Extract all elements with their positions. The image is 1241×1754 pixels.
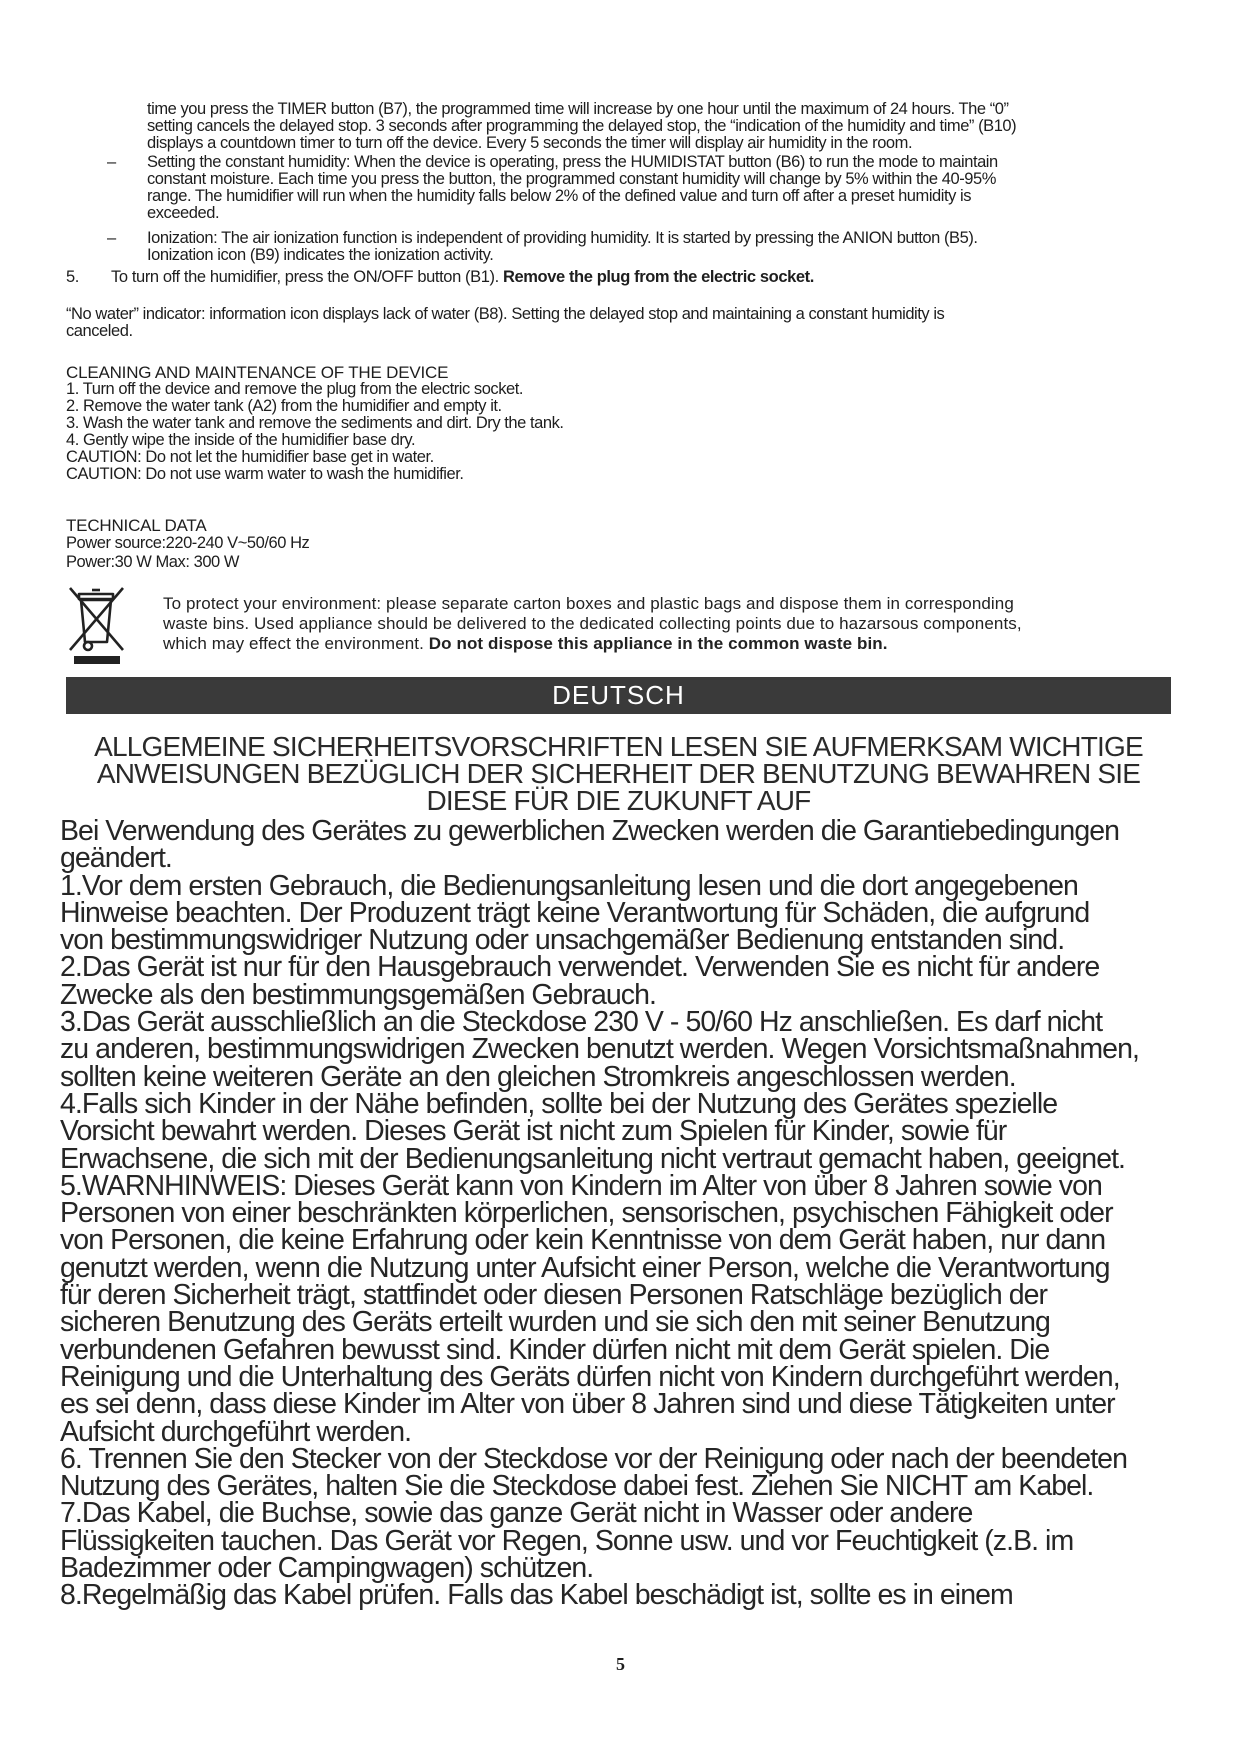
text-line: 3. Wash the water tank and remove the sediments and dirt. Dry the tank. <box>66 414 564 432</box>
text-line: Ionization icon (B9) indicates the ionization activity. <box>147 246 494 264</box>
humidity-item <box>107 153 1187 222</box>
step-number: 5. <box>66 268 79 286</box>
dash-bullet: – <box>107 153 116 171</box>
de-safety-body <box>60 815 1180 1612</box>
body-line: 7.Das Kabel, die Buchse, sowie das ganze Gerät nicht in Wasser oder andere <box>60 1497 973 1530</box>
ionization-item <box>107 229 1187 264</box>
text-line: “No water” indicator: information icon displays lack of water (B8). Setting the delayed stop and maintaining a constant humidity is <box>66 305 945 323</box>
body-line: Aufsicht durchgeführt werden. <box>60 1415 412 1448</box>
body-line: sollten keine weiteren Geräte an den gleichen Stromkreis angeschlossen werden. <box>60 1060 1016 1093</box>
body-line: Personen von einer beschränkten körperlichen, sensorischen, psychischen Fähigkeit oder <box>60 1197 1113 1230</box>
body-line: 8.Regelmäßig das Kabel prüfen. Falls das Kabel beschädigt ist, sollte es in einem <box>60 1579 1013 1612</box>
crossed-out-wheelie-bin-icon <box>66 584 128 666</box>
text-line: 1. Turn off the device and remove the plug from the electric socket. <box>66 380 524 398</box>
text-line: exceeded. <box>147 204 220 222</box>
text-line: canceled. <box>66 322 133 340</box>
text-line: waste bins. Used appliance should be delivered to the dedicated collecting points due to hazarsous components, <box>163 614 1022 633</box>
body-line: für deren Sicherheit trägt, stattfindet oder diesen Personen Ratschläge bezüglich der <box>60 1279 1048 1312</box>
body-line: Vorsicht bewahrt werden. Dieses Gerät ist nicht zum Spielen für Kinder, sowie für <box>60 1115 1007 1148</box>
title-line: ANWEISUNGEN BEZÜGLICH DER SICHERHEIT DER BENUTZUNG BEWAHREN SIE <box>96 758 1141 789</box>
body-line: Erwachsene, die sich mit der Bedienungsanleitung nicht vertraut gemacht haben, geeignet. <box>60 1142 1126 1175</box>
text-line: range. The humidifier will run when the humidity falls below 2% of the defined value and turn off after a preset humidity is <box>147 187 972 205</box>
environment-notice <box>163 594 1173 654</box>
body-line: verbundenen Gefahren bewusst sind. Kinder dürfen nicht mit dem Gerät spielen. Die <box>60 1333 1050 1366</box>
step-5 <box>66 269 1166 286</box>
text-line: – Setting the constant humidity: When the device is operating, press the HUMIDISTAT button (B6) to run the mode to maintain <box>107 153 998 171</box>
env-bold-text: Do not dispose this appliance in the common waste bin. <box>428 634 888 653</box>
body-line: zu anderen, bestimmungswidrigen Zwecken benutzt werden. Wegen Vorsichtsmaßnahmen, <box>60 1033 1139 1066</box>
body-line: Reinigung und die Unterhaltung des Geräts dürfen nicht von Kindern durchgeführt werden, <box>60 1360 1120 1393</box>
de-safety-title <box>60 733 1177 814</box>
body-line: 3.Das Gerät ausschließlich an die Steckdose 230 V - 50/60 Hz anschließen. Es darf nicht <box>60 1006 1103 1039</box>
section-heading: CLEANING AND MAINTENANCE OF THE DEVICE <box>66 363 449 382</box>
body-line: es sei denn, dass diese Kinder im Alter von über 8 Jahren sind und diese Tätigkeiten unter <box>60 1388 1115 1421</box>
step-text: To turn off the humidifier, press the ON/OFF button (B1). <box>111 268 499 286</box>
text-line: – Ionization: The air ionization function is independent of providing humidity. It is started by pressing the ANION button (B5). <box>107 229 978 247</box>
body-line: Hinweise beachten. Der Produzent trägt keine Verantwortung für Schäden, die aufgrund <box>60 896 1090 929</box>
text-line: Power:30 W Max: 300 W <box>66 553 240 571</box>
body-line: 6. Trennen Sie den Stecker von der Steckdose vor der Reinigung oder nach der beendeten <box>60 1442 1127 1475</box>
body-line: Flüssigkeiten tauchen. Das Gerät vor Regen, Sonne usw. und vor Feuchtigkeit (z.B. im <box>60 1524 1074 1557</box>
technical-section <box>66 517 666 572</box>
step-bold-text: Remove the plug from the electric socket. <box>502 268 814 286</box>
body-line: 2.Das Gerät ist nur für den Hausgebrauch verwendet. Verwenden Sie es nicht für andere <box>60 951 1100 984</box>
title-line: ALLGEMEINE SICHERHEITSVORSCHRIFTEN LESEN SIE AUFMERKSAM WICHTIGE <box>94 731 1143 762</box>
text-line: To protect your environment: please separate carton boxes and plastic bags and dispose them in corresponding <box>163 594 1014 613</box>
body-line: Bei Verwendung des Gerätes zu gewerblichen Zwecken werden die Garantiebedingungen <box>60 815 1120 847</box>
body-line: Badezimmer oder Campingwagen) schützen. <box>60 1552 594 1585</box>
language-banner: DEUTSCH <box>66 677 1171 714</box>
title-line: DIESE FÜR DIE ZUKUNFT AUF <box>426 785 811 816</box>
body-line: 4.Falls sich Kinder in der Nähe befinden, sollte bei der Nutzung des Gerätes spezielle <box>60 1087 1058 1120</box>
text-line: displays a countdown timer to turn off the device. Every 5 seconds the timer will display air humidity in the room. <box>147 134 913 152</box>
text-line: 2. Remove the water tank (A2) from the humidifier and empty it. <box>66 397 502 415</box>
text-line: time you press the TIMER button (B7), the programmed time will increase by one hour until the maximum of 24 hours. The “0” <box>147 100 1009 118</box>
body-line: von bestimmungswidriger Nutzung oder unsachgemäßer Bedienung entstanden sind. <box>60 924 1065 957</box>
text-line: Power source:220-240 V~50/60 Hz <box>66 534 310 552</box>
dash-bullet: – <box>107 229 116 247</box>
cleaning-section <box>66 364 1066 483</box>
body-line: genutzt werden, wenn die Nutzung unter Aufsicht einer Person, welche die Verantwortung <box>60 1251 1110 1284</box>
text-line: which may effect the environment. Do not dispose this appliance in the common waste bin. <box>163 634 888 653</box>
body-line: geändert. <box>60 842 172 875</box>
no-water-paragraph <box>66 306 1176 340</box>
text-line: setting cancels the delayed stop. 3 seconds after programming the delayed stop, the “indication of the humidity and time” (B10) <box>147 117 1017 135</box>
page-number: 5 <box>616 1654 625 1674</box>
body-line: Zwecke als den bestimmungsgemäßen Gebrauch. <box>60 978 656 1011</box>
text-line: CAUTION: Do not let the humidifier base get in water. <box>66 448 434 466</box>
timer-item <box>147 101 1187 152</box>
body-line: von Personen, die keine Erfahrung oder kein Kenntnisse von dem Gerät haben, nur dann <box>60 1224 1106 1257</box>
body-line: sicheren Benutzung des Geräts erteilt wurden und sie sich den mit seiner Benutzung <box>60 1306 1050 1339</box>
text-line: CAUTION: Do not use warm water to wash the humidifier. <box>66 465 464 483</box>
body-line: 5.WARNHINWEIS: Dieses Gerät kann von Kindern im Alter von über 8 Jahren sowie von <box>60 1169 1102 1202</box>
body-line: 1.Vor dem ersten Gebrauch, die Bedienungsanleitung lesen und die dort angegebenen <box>60 869 1078 902</box>
body-line: Nutzung des Gerätes, halten Sie die Steckdose dabei fest. Ziehen Sie NICHT am Kabel. <box>60 1470 1094 1503</box>
section-heading: TECHNICAL DATA <box>66 516 207 535</box>
text-line: constant moisture. Each time you press the button, the programmed constant humidity will change by 5% within the 40-95% <box>147 170 996 188</box>
text-line: 4. Gently wipe the inside of the humidifier base dry. <box>66 431 416 449</box>
